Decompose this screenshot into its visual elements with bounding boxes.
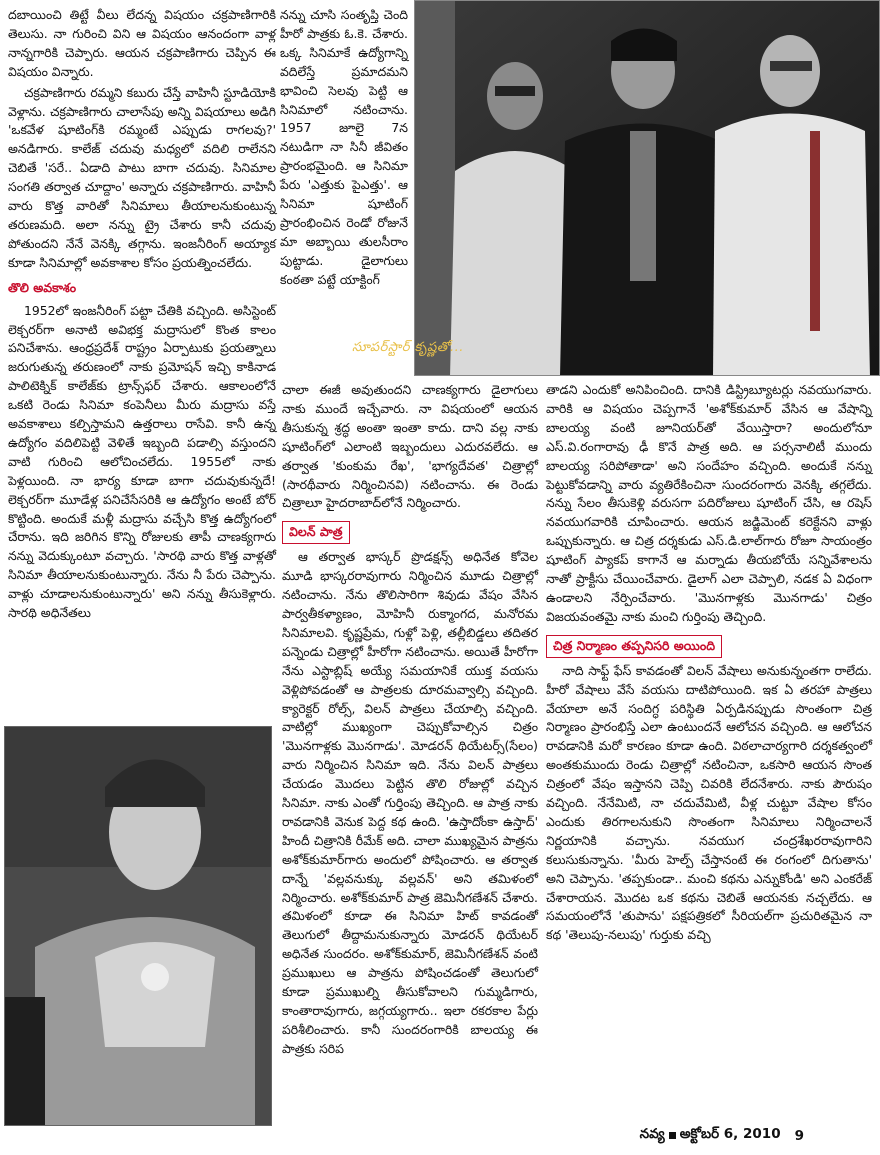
paragraph: ఆ తర్వాత భాస్కర్ ప్రొడక్షన్స్ అధినేత కోవెల మూడి భాస్కరరావుగారు నిర్మించిన మూడు చిత్రాల్లో నటించాను. నేను తొలిసారిగా శివుడు వేషం వేసిన పార్వతీకళ్యాణం, మోహినీ రుక్మాంగద, మనోరమ సినిమాలవి. కృష్ణప్రేమ, గుళ్లో పెళ్లి, తల్లీబిడ్డలు తదితర పన్నెండు చిత్రాల్లో హీరోగా నటించాను. అయితే హీరోగా నేను ఎస్టాబ్లిష్ అయ్యే సమయానికే యుక్త వయసు వెళ్లిపోవడంతో ఆ పాత్రలకు దూరమవ్వాల్సి వచ్చింది. క్యారెక్టర్ రోల్స్, విలన్ పాత్రలు చేయాల్సి వచ్చింది. వాటిల్లో ముఖ్యంగా చెప్పుకోవాల్సిన చిత్రం 'మొనగాళ్లకు మొనగాడు'. మోడరన్ థియేటర్స్(సేలం) వారు నిర్మించిన సినిమా ఇది. నేను విలన్ పాత్రలు చేయడం మొదలు పెట్టిన తొలి రోజుల్లో వచ్చిన సినిమా. నాకు ఎంతో గుర్తింపు తెచ్చింది. ఆ పాత్ర నాకు రావడానికి వెనుక పెద్ద కథ ఉంది. 'ఉస్తాదోంకా ఉస్తాద్' హిందీ చిత్రానికి రీమేక్ అది. చాలా ముఖ్యమైన పాత్రను అశోక్‌కుమార్‌గారు అందులో పోషించారు. ఆ తర్వాత దాన్నే 'వల్లవనుక్కు వల్లవన్' అని తమిళంలో నిర్మించారు. అశోక్‌కుమార్ పాత్ర జెమినీగణేశన్ చేశారు. తమిళంలో కూడా ఈ సినిమా హిట్ కావడంతో తెలుగులో తీద్దామనుకున్నారు మోడరన్ థియేటర్ అధినేత సుందరం. అశోక్‌కుమార్, జెమినీగణేశన్ వంటి ప్రముఖులు ఆ పాత్రను పోషించడంతో తెలుగులో కూడా ప్రముఖుల్ని తీసుకోవాలని గుమ్మడిగారు, కాంతారావుగారు, జగ్గయ్యగారు.. ఇలా రకరకాల పేర్లు పరిశీలించారు. కానీ సుందరంగారికి బాలయ్య ఈ పాత్రకు సరిప [282, 549, 538, 1056]
photo-illustration [415, 1, 880, 376]
issue-date: అక్టోబర్ 6, 2010 [679, 1126, 781, 1142]
column-2-narrow [280, 6, 408, 292]
paragraph: నాది సాఫ్ట్ ఫేస్ కావడంతో విలన్ వేషాలు అనుకున్నంతగా రాలేదు. హీరో వేషాలు వేసే వయసు దాటిపోయింది. ఇక ఏ తరహా పాత్రలు వేయాలా అనే సందిగ్ధ పరిస్థితి ఏర్పడినప్పుడు సొంతంగా చిత్ర నిర్మాణం ప్రారంభిస్తే ఎలా ఉంటుందనే ఆలోచన వచ్చింది. ఆ ఆలోచన రావడానికి మరో కారణం కూడా ఉంది. విఠలాచార్యగారి దర్శకత్వంలో అంతకుముందు రెండు చిత్రాల్లో నటించినా, ఒకసారి ఆయన సొంత చిత్రంలో వేషం ఇస్తానని చెప్పి చివరికి లేదనేశారు. నాకు పౌరుషం వచ్చింది. నేనేమిటి, నా చదువేమిటి, వీళ్ల చుట్టూ వేషాల కోసం ఎందుకు తిరగాలనుకుని సొంతంగా సినిమాలు నిర్మించాలనే నిర్ణయానికి వచ్చాను. నవయుగ చంద్రశేఖరరావుగారిని కలుసుకున్నాను. 'మీరు హెల్ప్ చేస్తానంటే ఈ రంగంలో దిగుతాను' అని చెప్పాను. 'తప్పకుండా.. మంచి కథను ఎన్నుకోండి' అని ఎంకరేజ్ చేశారాయన. మొదట ఒక కథను చెబితే ఆయనకు నచ్చలేదు. ఆ సమయంలోనే 'తుపాను' పక్షపత్రికలో సీరియల్‌గా ప్రచురితమైన నా కథ 'తెలుపు-నలుపు' గుర్తుకు వచ్చి [546, 662, 872, 943]
magazine-name: నవ్య [639, 1126, 665, 1142]
paragraph: చక్రపాణిగారు రమ్మని కబురు చేస్తే వాహినీ స్టూడియోకి వెళ్లాను. చక్రపాణిగారు చాలాసేపు అన్ని విషయాలు అడిగి 'ఒకవేళ షూటింగ్‌కి రమ్మంటే ఎప్పుడు రాగలవు?' అనడిగారు. కాలేజ్ చదువు మధ్యలో వదిలి రాలేనని చెబితే 'సరే.. ఏడాది పాటు బాగా చదువు. సినిమాల సంగతి తర్వాత చూద్దాం' అన్నారు చక్రపాణిగారు. వాహినీ వారు కొత్త వారితో సినిమాలు తీయాలనుకుంటున్న తరుణమది. అలా నన్ను ట్రై చేశారు కానీ చదువు పోతుందని నేనే వెనక్కి తగ్గాను. ఇంజనీరింగ్ అయ్యాక కూడా సినిమాల్లో అవకాశాల కోసం ప్రయత్నించలేదు. [8, 84, 276, 270]
paragraph: నన్ను చూసి సంతృప్తి చెంది హీరో పాత్రకు ఓ.కె. చేశారు. ఒక్క సినిమాకే ఉద్యోగాన్ని వదిలేస్తే ప్రమాదమని భావించి సెలవు పెట్టి ఆ సినిమాలో నటించాను. 1957 జూలై 7న నటుడిగా నా సినీ జీవితం ప్రారంభమైంది. ఆ సినిమా పేరు 'ఎత్తుకు పైఎత్తు'. ఆ సినిమా షూటింగ్ ప్రారంభించిన రెండో రోజునే మా అబ్బాయి తులసీరాం పుట్టాడు. డైలాగులు కంఠతా పట్టే యాక్టింగ్ [280, 7, 408, 287]
photo-with-krishna [414, 0, 880, 376]
column-2 [282, 381, 538, 1061]
page-footer [640, 1126, 804, 1145]
section-heading: విలన్ పాత్ర [282, 521, 350, 544]
column-1 [8, 6, 276, 625]
photo-caption: సూపర్‌స్టార్ కృష్ణతో... [352, 340, 464, 355]
section-heading: చిత్ర నిర్మాణం తప్పనిసరి అయింది [546, 635, 722, 658]
column-3 [546, 381, 872, 947]
paragraph: 1952లో ఇంజనీరింగ్ పట్టా చేతికి వచ్చింది. అసిస్టెంట్ లెక్చరర్‌గా అనాటి అవిభక్త మద్రాసులో కొంత కాలం పనిచేశాను. ఆంధ్రప్రదేశ్ రాష్ట్రం ఏర్పాటుకు ప్రయత్నాలు జరుగుతున్న తరుణంలో నాకు ప్రమోషన్ ఇచ్చి కాకినాడ పాలిటెక్నిక్ కాలేజ్‌కు ట్రాన్స్‌ఫర్ చేశారు. ఆకాలంలోనే ఒకటి రెండు సినిమా కంపెనీలు మీరు మద్రాసు వస్తే అవకాశాలు కల్పిస్తామని ఉత్తరాలు రాసేవి. కానీ ఉన్న ఉద్యోగం వదిలిపెట్టి వెళితే ఇబ్బంది పడాల్సి వస్తుందని వాటి గురించి ఆలోచించలేదు. 1955లో నాకు పెళ్లయింది. నా భార్య కూడా బాగా చదువుకున్నదే! లెక్చరర్‌గా మూడేళ్ల పనిచేసేసరికి ఆ ఉద్యోగం అంటే బోర్ కొట్టింది. అందుకే మళ్లీ మద్రాసు వచ్చేసి కొత్త ఉద్యోగంలో చేరాను. ఇది జరిగిన కొన్ని రోజులకు తాపీ చాణక్యగారు నన్ను వెదుక్కుంటూ వచ్చారు. 'సారథి వారు కొత్త వాళ్లతో సినిమా తీయాలనుకుంటున్నారు. నేను నీ పేరు చెప్పాను. వాళ్లు చూడాలనుకుంటున్నారు' అని నన్ను తీసుకెళ్లారు. సారథి అధినేతలు [8, 302, 276, 621]
section-heading: తొలి అవకాశం [8, 279, 77, 295]
paragraph: చాలా ఈజీ అవుతుందని చాణక్యగారు డైలాగులు నాకు ముందే ఇచ్చేవారు. నా విషయంలో ఆయన తీసుకున్న శ్రద్ధ అంతా ఇంతా కాదు. దాని వల్ల నాకు షూటింగ్‌లో ఎలాంటి ఇబ్బందులు ఎదురవలేదు. ఆ తర్వాత 'కుంకుమ రేఖ', 'భాగ్యదేవత' చిత్రాల్లో (సారథీవారు నిర్మించినవి) నటించాను. ఈ రెండు చిత్రాలూ హైదరాబాద్‌లోనే నిర్మించారు. [282, 382, 538, 511]
portrait-illustration [5, 727, 272, 1126]
paragraph: దబాయించి తిట్టే వీలు లేదన్న విషయం చక్రపాణిగారికి తెలుసు. నా గురించి విని ఆ విషయం ఆనందంగా వాళ్ల నాన్నగారికి చెప్పారు. ఆయన చక్రపాణిగారు చెప్పిన ఈ విషయం విన్నారు. [8, 7, 276, 79]
photo-portrait-costume [4, 726, 272, 1126]
paragraph: తాడని ఎందుకో అనిపించింది. దానికి డిస్ట్రిబ్యూటర్లు నవయుగవారు. వారికి ఆ విషయం చెప్పగానే 'అశోక్‌కుమార్ వేసిన ఆ వేషాన్ని బాలయ్య వంటి జూనియర్‌తో వేయిస్తారా? అందులోనూ ఎస్.వి.రంగారావు ఢీ కొనే పాత్ర అది. ఆ పర్సనాలిటీ ముందు బాలయ్య సరిపోతాడా' అని సందేహం వచ్చింది. అందుకే నన్ను పెట్టుకోవడాన్ని వారు వ్యతిరేకించినా సుందరంగారు వెనక్కి తగ్గలేదు. నన్ను సేలం తీసుకెళ్లి వరుసగా పదిరోజులు షూటింగ్ చేసి, ఆ రషెస్ నవయుగవారికి చూపించారు. ఆయన జడ్జిమెంట్ కరెక్టేనని వాళ్లు ఒప్పుకున్నారు. ఆ చిత్ర దర్శకుడు ఎస్.డి.లాల్‌గారు రోజూ సాయంత్రం షూటింగ్ ప్యాకప్ కాగానే ఆ మర్నాడు తీయబోయే సన్నివేశాలను నాతో ప్రాక్టీసు చేయించేవారు. డైలాగ్ ఎలా చెప్పాలి, నడక ఏ విధంగా ఉండాలని నేర్పించేవారు. 'మొనగాళ్లకు మొనగాడు' చిత్రం విజయవంతమై నాకు మంచి గుర్తింపు తెచ్చింది. [546, 382, 872, 624]
separator-square-icon [669, 1132, 676, 1139]
page-number: 9 [794, 1127, 804, 1144]
